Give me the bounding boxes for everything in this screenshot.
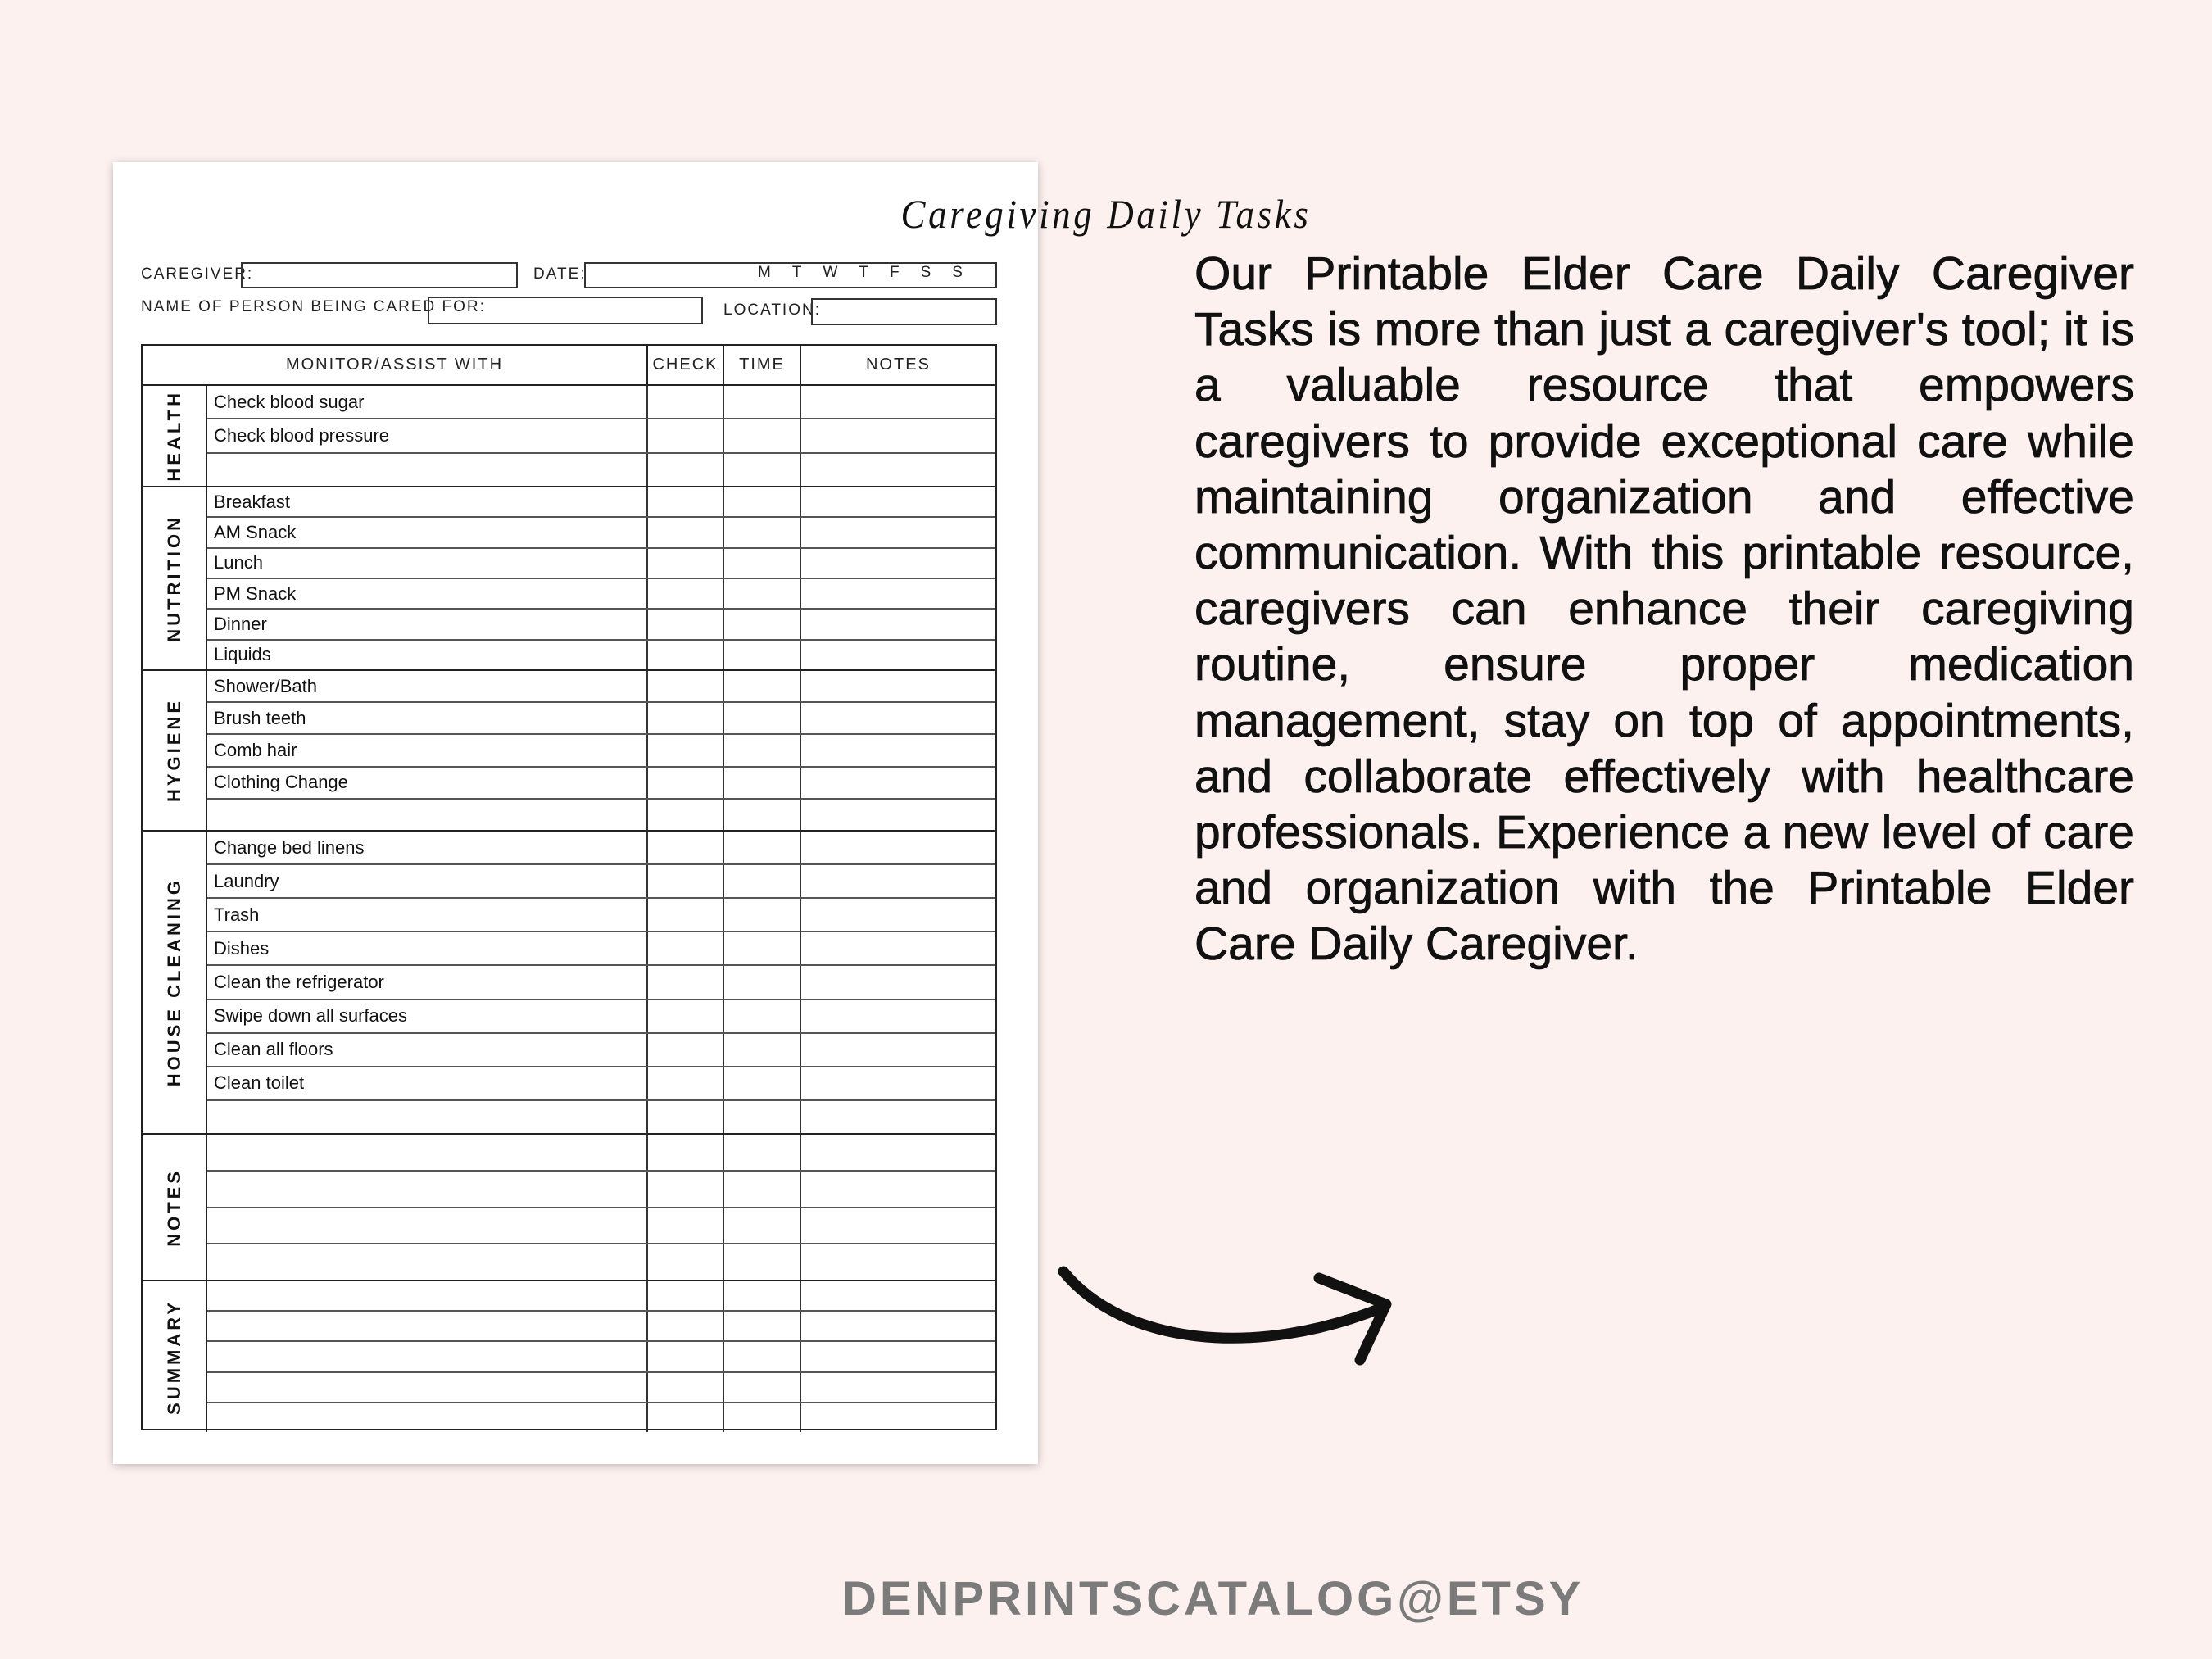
task-cell [207, 1312, 648, 1340]
check-cell [648, 1000, 724, 1032]
task-cell: Check blood sugar [207, 386, 648, 418]
check-cell [648, 899, 724, 931]
notes-cell [801, 386, 995, 418]
task-cell: Shower/Bath [207, 671, 648, 701]
time-cell [724, 1244, 801, 1280]
section-label-text: NOTES [163, 1167, 184, 1247]
time-cell [724, 1312, 801, 1340]
person-label: NAME OF PERSON BEING CARED FOR: [141, 298, 486, 315]
table-row [207, 454, 995, 486]
table-row [207, 1172, 995, 1208]
time-cell [724, 671, 801, 701]
check-cell [648, 1244, 724, 1280]
time-cell [724, 610, 801, 638]
time-cell [724, 768, 801, 798]
task-cell: Breakfast [207, 487, 648, 516]
description-paragraph: Our Printable Elder Care Daily Caregiver Tasks is more than just a caregiver's tool; it is a valuable resource that empowers caregivers to provide exceptional care while maintaining organization and effective communication. With this printable resource, caregivers can enhance their caregiving routine, ensure proper medication management, stay on top of appointments, and collaborate effectively with healthcare professionals. Experience a new level of care and organization with the Printable Elder Care Daily Caregiver. [1194, 247, 2134, 971]
check-cell [648, 1135, 724, 1170]
notes-cell [801, 768, 995, 798]
notes-cell [801, 966, 995, 998]
time-cell [724, 966, 801, 998]
notes-cell [801, 1208, 995, 1244]
notes-cell [801, 899, 995, 931]
table-row [207, 800, 995, 830]
weekday-letter: T [859, 264, 868, 281]
task-cell: Liquids [207, 641, 648, 669]
time-cell [724, 1172, 801, 1207]
time-cell [724, 832, 801, 863]
check-cell [648, 1312, 724, 1340]
task-cell: Clothing Change [207, 768, 648, 798]
section-house-cleaning [143, 832, 995, 1135]
task-cell [207, 1172, 648, 1207]
col-check: CHECK [648, 346, 724, 384]
time-cell [724, 1373, 801, 1402]
task-cell [207, 1281, 648, 1310]
section-label [143, 1281, 207, 1432]
task-cell: Brush teeth [207, 703, 648, 733]
notes-cell [801, 671, 995, 701]
table-row [207, 966, 995, 999]
notes-cell [801, 1244, 995, 1280]
check-cell [648, 386, 724, 418]
task-cell: Swipe down all surfaces [207, 1000, 648, 1032]
table-row [207, 1101, 995, 1133]
weekday-letter: S [952, 264, 963, 281]
location-field [811, 298, 997, 325]
table-row [207, 768, 995, 800]
time-cell [724, 1000, 801, 1032]
table-row [207, 610, 995, 640]
table-row [207, 899, 995, 932]
weekday-letter: F [889, 264, 900, 281]
table-row [207, 1067, 995, 1101]
location-label: LOCATION: [723, 301, 821, 319]
time-cell [724, 419, 801, 451]
time-cell [724, 932, 801, 964]
table-row [207, 735, 995, 767]
notes-cell [801, 1135, 995, 1170]
task-cell [207, 1342, 648, 1371]
notes-cell [801, 610, 995, 638]
notes-cell [801, 1403, 995, 1432]
time-cell [724, 1034, 801, 1066]
table-row [207, 549, 995, 579]
check-cell [648, 932, 724, 964]
col-time: TIME [724, 346, 801, 384]
task-cell: Dishes [207, 932, 648, 964]
curved-arrow-icon [1049, 1253, 1417, 1376]
tasks-table [141, 344, 997, 1430]
section-label [143, 386, 207, 486]
time-cell [724, 899, 801, 931]
time-cell [724, 1101, 801, 1133]
check-cell [648, 800, 724, 830]
time-cell [724, 487, 801, 516]
check-cell [648, 1342, 724, 1371]
weekday-letter: S [920, 264, 931, 281]
check-cell [648, 1034, 724, 1066]
time-cell [724, 735, 801, 765]
form-title: Caregiving Daily Tasks [900, 191, 1312, 237]
time-cell [724, 579, 801, 608]
check-cell [648, 1373, 724, 1402]
task-cell: Laundry [207, 865, 648, 897]
section-summary [143, 1281, 995, 1432]
check-cell [648, 1172, 724, 1207]
notes-cell [801, 454, 995, 486]
time-cell [724, 1403, 801, 1432]
time-cell [724, 1208, 801, 1244]
table-row [207, 703, 995, 735]
check-cell [648, 1281, 724, 1310]
task-cell: Clean toilet [207, 1067, 648, 1099]
time-cell [724, 454, 801, 486]
table-row [207, 1342, 995, 1372]
time-cell [724, 1281, 801, 1310]
task-cell [207, 1403, 648, 1432]
notes-cell [801, 1312, 995, 1340]
table-row [207, 1403, 995, 1432]
table-row [207, 1208, 995, 1245]
notes-cell [801, 1373, 995, 1402]
check-cell [648, 966, 724, 998]
section-nutrition [143, 487, 995, 671]
task-cell [207, 1373, 648, 1402]
time-cell [724, 1135, 801, 1170]
notes-cell [801, 1067, 995, 1099]
check-cell [648, 735, 724, 765]
time-cell [724, 518, 801, 546]
task-cell: Lunch [207, 549, 648, 578]
col-monitor: MONITOR/ASSIST WITH [143, 346, 648, 384]
table-row [207, 487, 995, 518]
section-label [143, 671, 207, 830]
notes-cell [801, 579, 995, 608]
task-cell: Clean all floors [207, 1034, 648, 1066]
shop-footer: DENPRINTSCATALOG@ETSY [842, 1572, 1584, 1625]
time-cell [724, 800, 801, 830]
notes-cell [801, 1034, 995, 1066]
time-cell [724, 386, 801, 418]
check-cell [648, 768, 724, 798]
notes-cell [801, 1281, 995, 1310]
notes-cell [801, 800, 995, 830]
section-label [143, 487, 207, 669]
task-cell [207, 454, 648, 486]
task-cell: Clean the refrigerator [207, 966, 648, 998]
check-cell [648, 579, 724, 608]
notes-cell [801, 419, 995, 451]
table-header [143, 346, 995, 386]
check-cell [648, 610, 724, 638]
section-hygiene [143, 671, 995, 832]
notes-cell [801, 518, 995, 546]
notes-cell [801, 1342, 995, 1371]
col-notes: NOTES [866, 356, 931, 374]
task-cell [207, 1135, 648, 1170]
table-row [207, 932, 995, 966]
weekday-letter: W [823, 264, 838, 281]
check-cell [648, 518, 724, 546]
table-row [207, 1244, 995, 1280]
table-row [207, 1135, 995, 1172]
notes-cell [801, 865, 995, 897]
person-field [428, 297, 703, 324]
time-cell [724, 1067, 801, 1099]
table-row [207, 1312, 995, 1342]
task-cell: Dinner [207, 610, 648, 638]
task-cell [207, 1101, 648, 1133]
time-cell [724, 549, 801, 578]
check-cell [648, 549, 724, 578]
section-label-text: HYGIENE [163, 698, 184, 803]
section-label-text: SUMMARY [163, 1299, 184, 1415]
notes-cell [801, 641, 995, 669]
notes-cell [801, 1101, 995, 1133]
section-label-text: HEALTH [163, 390, 184, 482]
notes-cell [801, 703, 995, 733]
weekday-letter: T [791, 264, 802, 281]
task-cell: Change bed linens [207, 832, 648, 863]
notes-cell [801, 487, 995, 516]
notes-cell [801, 1172, 995, 1207]
time-cell [724, 703, 801, 733]
table-row [207, 419, 995, 453]
section-label [143, 1135, 207, 1280]
check-cell [648, 703, 724, 733]
check-cell [648, 865, 724, 897]
section-label-text: NUTRITION [163, 514, 184, 642]
check-cell [648, 641, 724, 669]
table-row [207, 579, 995, 610]
section-notes [143, 1135, 995, 1281]
table-row [207, 1281, 995, 1312]
task-cell [207, 800, 648, 830]
notes-cell [801, 1000, 995, 1032]
caregiver-label: CAREGIVER: [141, 265, 254, 283]
table-row [207, 641, 995, 669]
weekday-letter: M [758, 264, 771, 281]
notes-cell [801, 932, 995, 964]
time-cell [724, 641, 801, 669]
table-row [207, 518, 995, 548]
check-cell [648, 1403, 724, 1432]
table-row [207, 1000, 995, 1034]
check-cell [648, 1101, 724, 1133]
table-row [207, 865, 995, 899]
check-cell [648, 419, 724, 451]
notes-cell [801, 735, 995, 765]
task-cell: AM Snack [207, 518, 648, 546]
check-cell [648, 1208, 724, 1244]
date-label: DATE: [533, 265, 587, 283]
table-row [207, 671, 995, 703]
table-row [207, 1373, 995, 1403]
table-row [207, 832, 995, 865]
caregiver-field [241, 262, 518, 288]
task-cell: PM Snack [207, 579, 648, 608]
check-cell [648, 454, 724, 486]
section-label [143, 832, 207, 1133]
task-cell [207, 1208, 648, 1244]
check-cell [648, 832, 724, 863]
task-cell [207, 1244, 648, 1280]
time-cell [724, 1342, 801, 1371]
table-row [207, 1034, 995, 1067]
section-health [143, 386, 995, 487]
notes-cell [801, 549, 995, 578]
time-cell [724, 865, 801, 897]
check-cell [648, 1067, 724, 1099]
task-cell: Check blood pressure [207, 419, 648, 451]
notes-cell [801, 832, 995, 863]
task-cell: Trash [207, 899, 648, 931]
weekday-letters [758, 264, 963, 282]
check-cell [648, 671, 724, 701]
task-cell: Comb hair [207, 735, 648, 765]
table-row [207, 386, 995, 419]
check-cell [648, 487, 724, 516]
section-label-text: HOUSE CLEANING [163, 877, 184, 1087]
